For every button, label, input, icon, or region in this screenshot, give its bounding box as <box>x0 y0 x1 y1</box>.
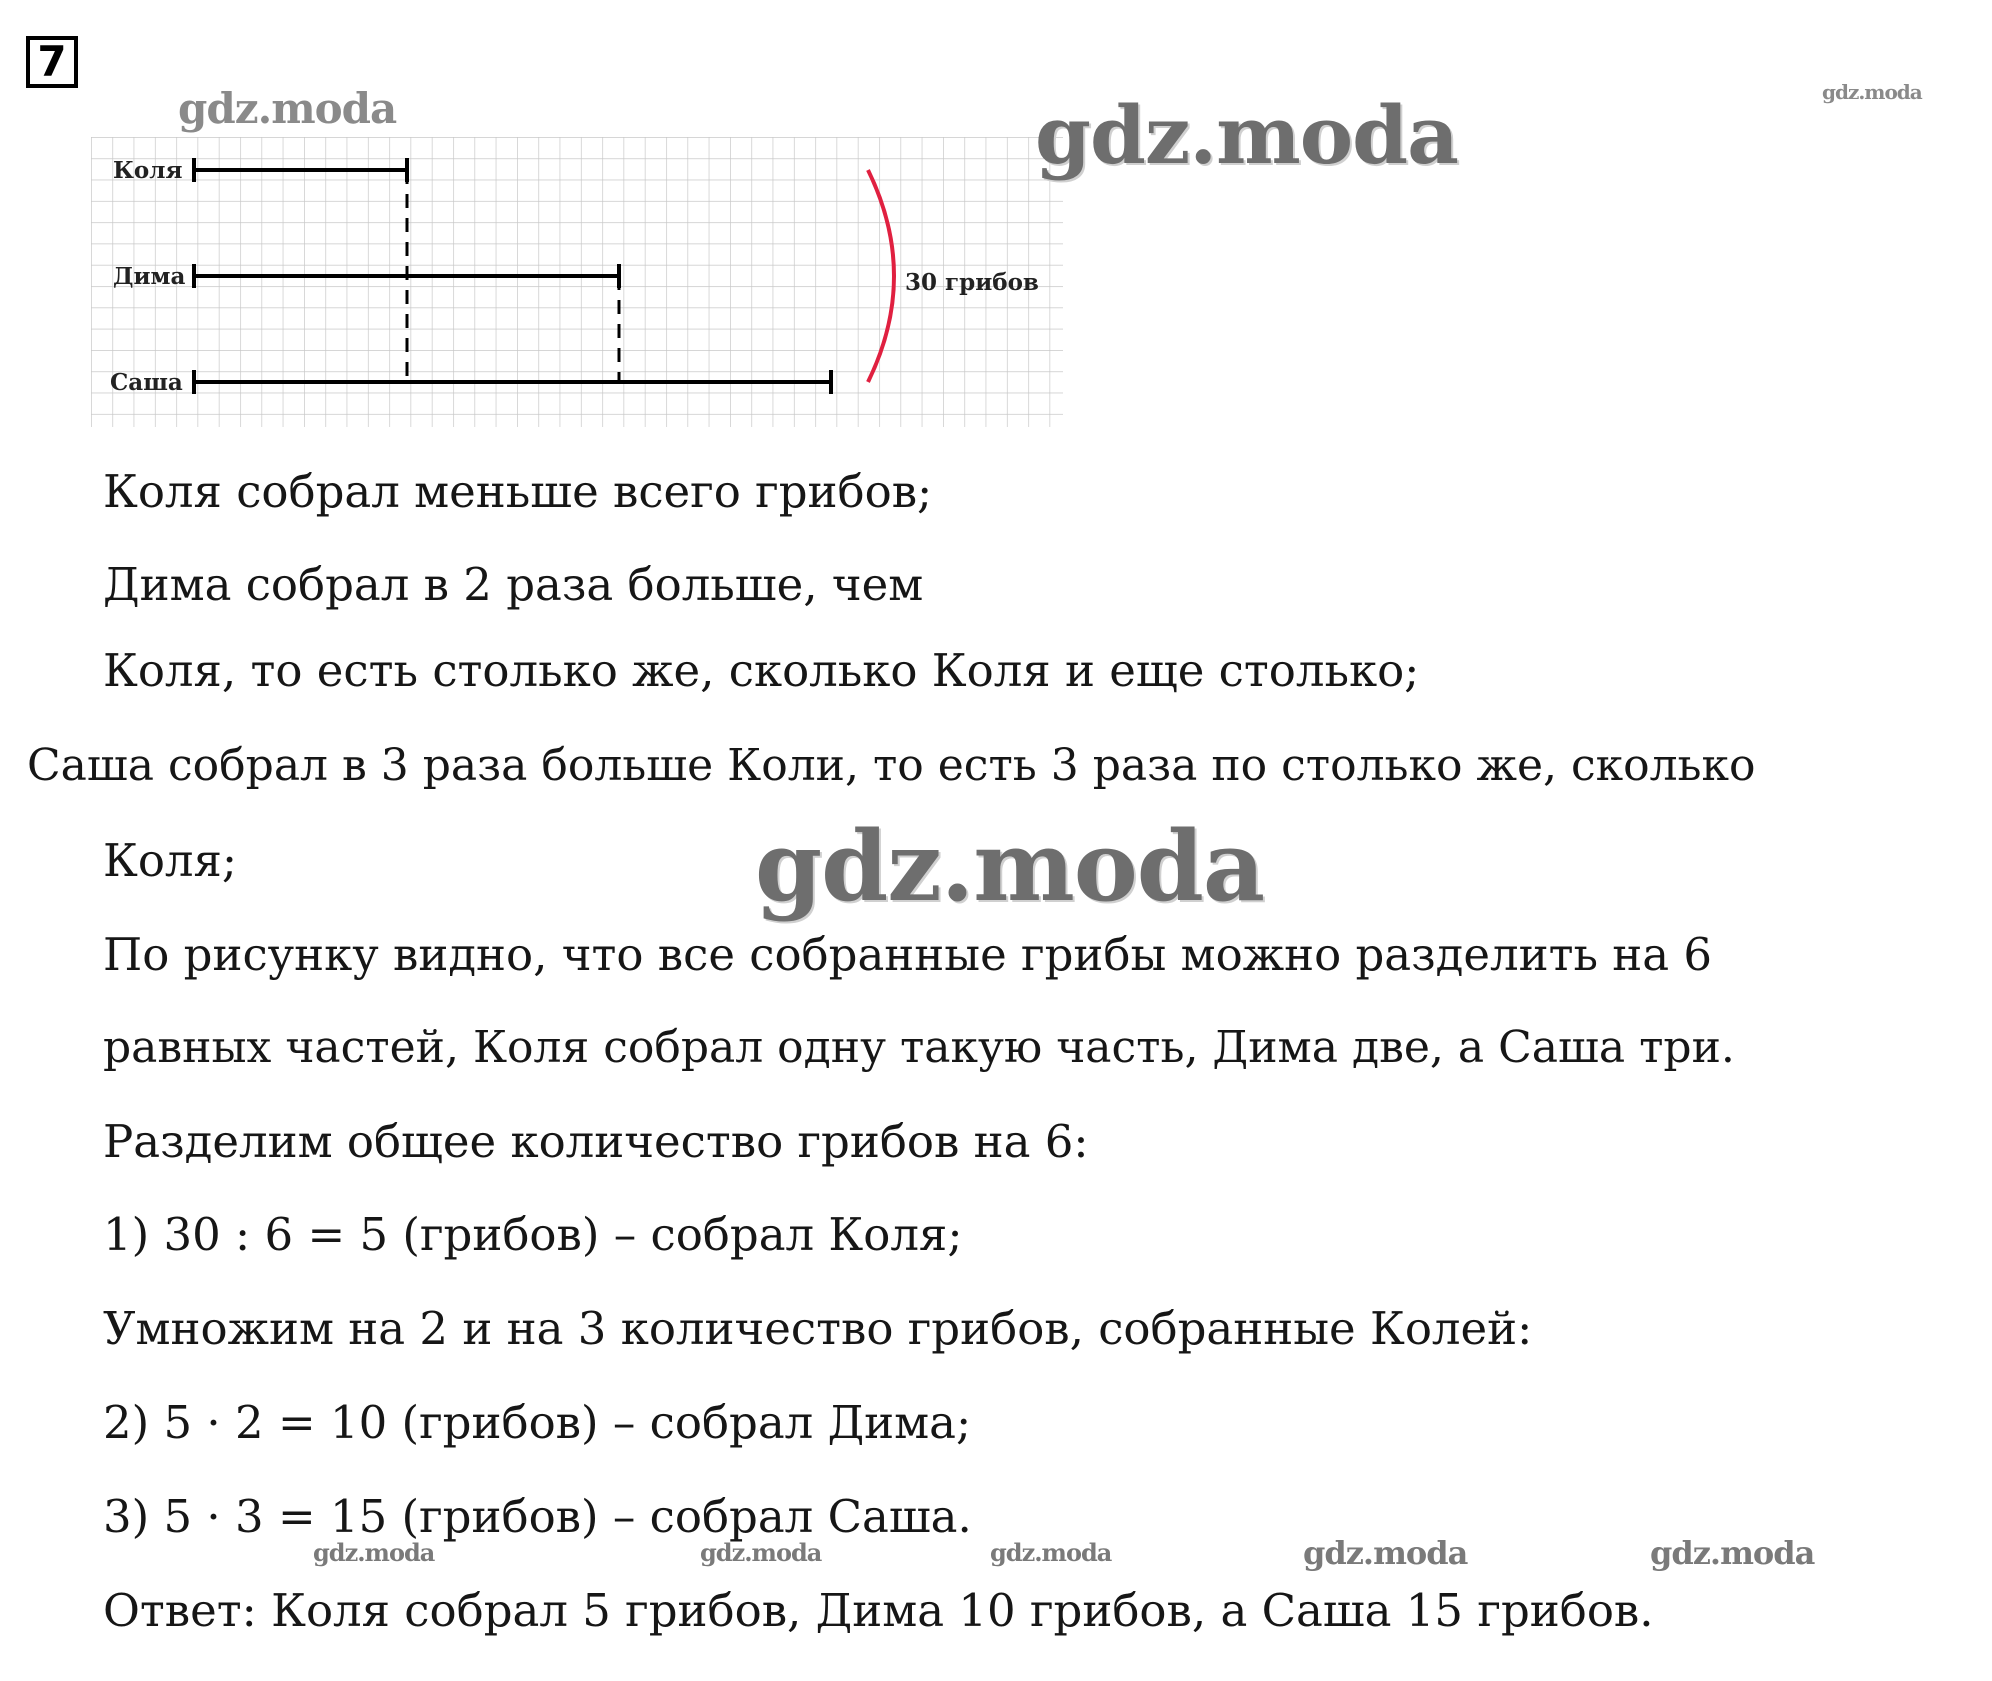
watermark-center: gdz.moda <box>755 810 1265 923</box>
text-line-4: Саша собрал в 3 раза больше Коли, то есть 3 раза по столько же, сколько <box>27 740 1756 791</box>
watermark-foot-4: gdz.moda <box>1303 1534 1468 1572</box>
text-line-10: Умножим на 2 и на 3 количество грибов, собранные Колей: <box>103 1302 1533 1355</box>
text-line-1: Коля собрал меньше всего грибов; <box>103 465 933 518</box>
text-line-3: Коля, то есть столько же, сколько Коля и еще столько; <box>103 644 1420 697</box>
watermark-foot-1: gdz.moda <box>313 1538 435 1567</box>
watermark-top-right: gdz.moda <box>1822 80 1922 104</box>
task-number: 7 <box>26 36 78 88</box>
text-line-12: 3) 5 · 3 = 15 (грибов) – собрал Саша. <box>103 1490 972 1543</box>
watermark-foot-5: gdz.moda <box>1650 1534 1815 1572</box>
text-line-2: Дима собрал в 2 раза больше, чем <box>103 558 924 611</box>
text-line-6: По рисунку видно, что все собранные грибы можно разделить на 6 <box>103 928 1713 981</box>
text-line-5: Коля; <box>103 834 238 887</box>
segment-diagram <box>0 0 1992 440</box>
watermark-top-left: gdz.moda <box>178 84 397 133</box>
total-label: 30 грибов <box>905 269 1039 296</box>
text-line-9: 1) 30 : 6 = 5 (грибов) – собрал Коля; <box>103 1208 963 1261</box>
text-line-11: 2) 5 · 2 = 10 (грибов) – собрал Дима; <box>103 1396 972 1449</box>
label-dima: Дима <box>113 263 186 290</box>
watermark-foot-2: gdz.moda <box>700 1538 822 1567</box>
label-kolya: Коля <box>113 157 183 184</box>
text-line-13: Ответ: Коля собрал 5 грибов, Дима 10 грибов, а Саша 15 грибов. <box>103 1584 1654 1637</box>
watermark-top-center: gdz.moda <box>1035 88 1458 182</box>
text-line-8: Разделим общее количество грибов на 6: <box>103 1115 1089 1168</box>
watermark-foot-3: gdz.moda <box>990 1538 1112 1567</box>
label-sasha: Саша <box>110 369 183 396</box>
text-line-7: равных частей, Коля собрал одну такую часть, Дима две, а Саша три. <box>103 1022 1735 1073</box>
